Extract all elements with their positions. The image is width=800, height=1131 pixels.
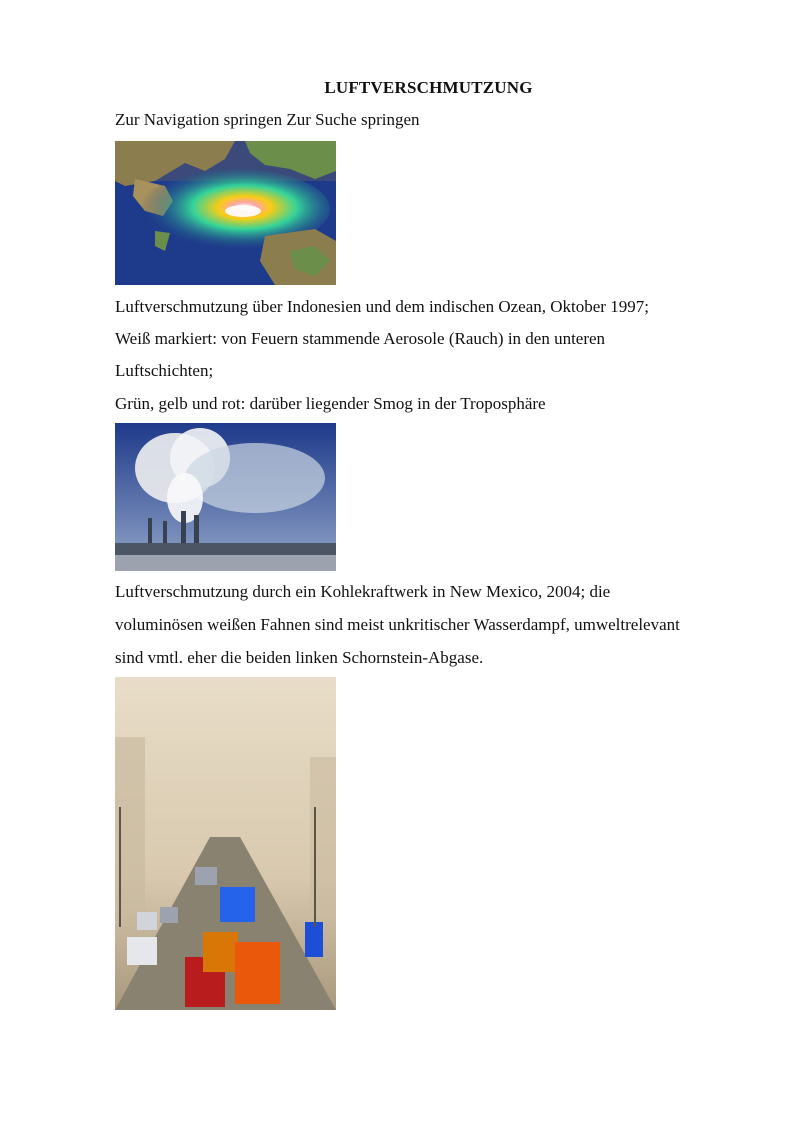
smog-street-image	[115, 677, 336, 1010]
caption2-line1: Luftverschmutzung durch ein Kohlekraftwerk in New Mexico, 2004; die	[115, 582, 611, 601]
caption1-line2: Weiß markiert: von Feuern stammende Aerosole (Rauch) in den unteren	[115, 329, 606, 348]
caption1-line3: Luftschichten;	[115, 361, 214, 380]
caption2-line2: voluminösen weißen Fahnen sind meist unkritischer Wasserdampf, umweltrelevant	[115, 615, 680, 634]
page-title: LUFTVERSCHMUTZUNG	[324, 78, 533, 97]
caption1-line4: Grün, gelb und rot: darüber liegender Smog in der Troposphäre	[115, 394, 546, 413]
satellite-map-image	[115, 141, 336, 285]
caption2-line3: sind vmtl. eher die beiden linken Schornstein-Abgase.	[115, 648, 484, 667]
caption1-line1: Luftverschmutzung über Indonesien und dem indischen Ozean, Oktober 1997;	[115, 297, 649, 316]
coal-plant-image	[115, 423, 336, 571]
skip-links[interactable]: Zur Navigation springen Zur Suche springen	[115, 110, 420, 129]
